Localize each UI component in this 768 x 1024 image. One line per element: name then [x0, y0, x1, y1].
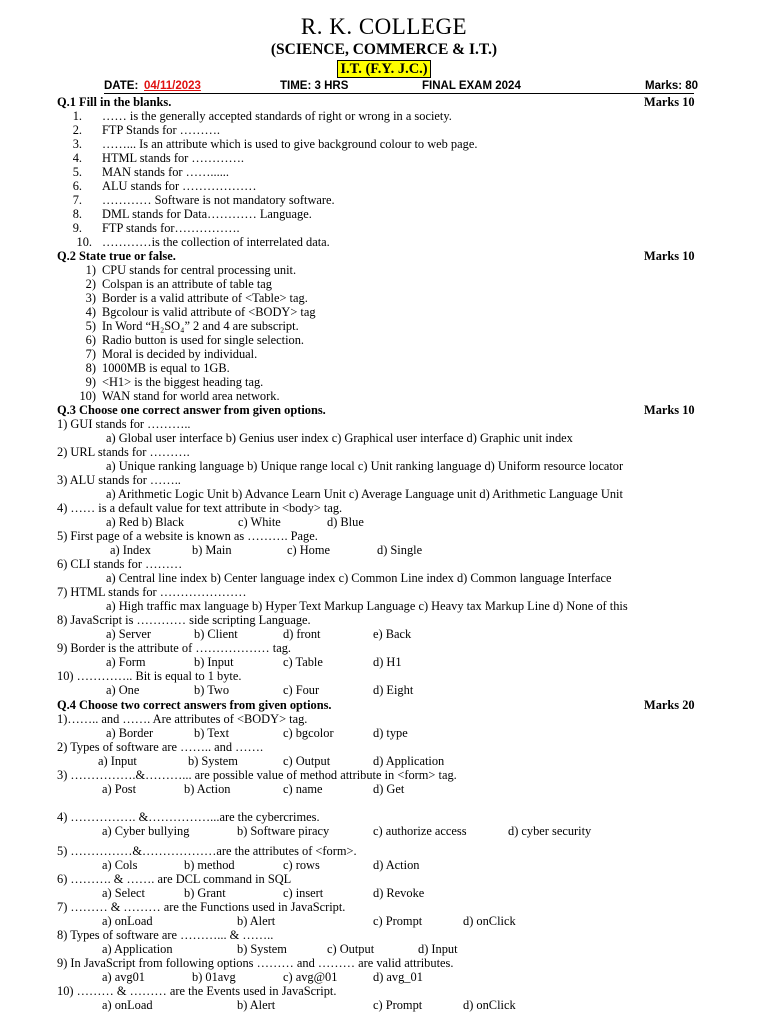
- q4-option: c) bgcolor: [283, 726, 334, 740]
- q4-option: b) Text: [194, 726, 230, 740]
- q1-item-number: 10.: [76, 235, 92, 249]
- q4-option: d) Action: [373, 858, 420, 872]
- q3-question: 3) ALU stands for ……..: [57, 473, 181, 487]
- exam-time: TIME: 3 HRS: [280, 80, 349, 92]
- q3-option: a) Form: [106, 655, 146, 669]
- q4-title: Q.4 Choose two correct answers from given options.: [57, 698, 332, 712]
- q2-item-text: Moral is decided by individual.: [102, 347, 258, 361]
- college-name: R. K. COLLEGE: [300, 14, 468, 39]
- q1-marks: Marks 10: [644, 95, 695, 109]
- q3-question: 10) ………….. Bit is equal to 1 byte.: [57, 669, 242, 683]
- q4-option: a) Cyber bullying: [102, 824, 190, 838]
- q1-item-number: 6.: [72, 179, 82, 193]
- q4-option: b) Action: [184, 782, 231, 796]
- q2-item-text: Radio button is used for single selection.: [102, 333, 305, 347]
- q3-question: 8) JavaScript is ………… side scripting Language.: [57, 613, 311, 627]
- q2-item-text: In Word “H₂SO₄” 2 and 4 are subscript.: [102, 319, 299, 333]
- total-marks: Marks: 80: [645, 80, 699, 92]
- date-value: 04/11/2023: [144, 80, 201, 92]
- q1-item-text: DML stands for Data………… Language.: [102, 207, 312, 221]
- q4-option: b) System: [237, 942, 287, 956]
- q2-item-number: 6): [85, 333, 96, 347]
- q1-item-number: 9.: [72, 221, 82, 235]
- q4-question: 7) ……… & ……… are the Functions used in JavaScript.: [57, 900, 346, 914]
- q2-item-text: <H1> is the biggest heading tag.: [102, 375, 264, 389]
- q3-option: d) front: [283, 627, 321, 641]
- q4-option: d) onClick: [463, 914, 516, 928]
- q2-item-text: Colspan is an attribute of table tag: [102, 277, 272, 291]
- q4-option: b) 01avg: [192, 970, 236, 984]
- q3-option: c) Table: [283, 655, 323, 669]
- q1-item-number: 5.: [72, 165, 82, 179]
- q4-question: 4) ……………. &……………...are the cybercrimes.: [57, 810, 320, 824]
- class-label-wrap: [0, 60, 768, 78]
- q4-marks: Marks 20: [644, 698, 695, 712]
- q3-option: a) Red b) Black: [106, 515, 185, 529]
- q2-item-number: 8): [85, 361, 96, 375]
- q3-option: a) One: [106, 683, 140, 697]
- q3-option: d) Eight: [373, 683, 414, 697]
- q3-options: a) Unique ranking language b) Unique range local c) Unit ranking language d) Uniform resource locator: [106, 459, 624, 473]
- q3-option: b) Two: [194, 683, 230, 697]
- q2-marks: Marks 10: [644, 249, 695, 263]
- q1-item-number: 4.: [72, 151, 82, 165]
- q4-option: b) Software piracy: [237, 824, 330, 838]
- q2-item-text: Border is a valid attribute of <Table> tag.: [102, 291, 308, 305]
- q2-item-number: 3): [85, 291, 96, 305]
- q1-item-text: FTP stands for…………….: [102, 221, 240, 235]
- q4-option: a) Select: [102, 886, 145, 900]
- q4-option: c) authorize access: [373, 824, 467, 838]
- q4-option: c) Prompt: [373, 914, 423, 928]
- q4-option: b) System: [188, 754, 238, 768]
- college-streams: (SCIENCE, COMMERCE & I.T.): [270, 41, 498, 58]
- q4-option: a) Application: [102, 942, 173, 956]
- q2-item-number: 4): [85, 305, 96, 319]
- q3-options: a) Arithmetic Logic Unit b) Advance Learn Unit c) Average Language unit d) Arithmetic Language Unit: [106, 487, 623, 501]
- q2-item-number: 9): [85, 375, 96, 389]
- q3-option: c) Home: [287, 543, 331, 557]
- q3-option: b) Client: [194, 627, 238, 641]
- q3-question: 7) HTML stands for …………………: [57, 585, 247, 599]
- q1-item-text: FTP Stands for ……….: [102, 123, 220, 137]
- q4-option: d) Revoke: [373, 886, 425, 900]
- q4-option: a) onLoad: [102, 998, 153, 1012]
- q3-option: c) Four: [283, 683, 320, 697]
- q3-option: a) Index: [110, 543, 151, 557]
- q4-option: d) Application: [373, 754, 445, 768]
- q4-question: 2) Types of software are …….. and …….: [57, 740, 264, 754]
- q3-options: a) High traffic max language b) Hyper Text Markup Language c) Heavy tax Markup Line d) None of this: [106, 599, 628, 613]
- q3-question: 6) CLI stands for ………: [57, 557, 183, 571]
- q4-option: b) Grant: [184, 886, 226, 900]
- q4-option: b) Alert: [237, 998, 276, 1012]
- q2-item-text: WAN stand for world area network.: [102, 389, 280, 403]
- q4-option: c) name: [283, 782, 323, 796]
- q4-option: a) Input: [98, 754, 137, 768]
- q4-option: d) Input: [418, 942, 458, 956]
- q3-question: 2) URL stands for ……….: [57, 445, 190, 459]
- q4-option: d) avg_01: [373, 970, 423, 984]
- q1-item-text: HTML stands for ………….: [102, 151, 245, 165]
- q3-option: b) Input: [194, 655, 234, 669]
- q4-question: 5) ……………&………………are the attributes of <form>.: [57, 844, 357, 858]
- q1-title: Q.1 Fill in the blanks.: [57, 95, 172, 109]
- q4-option: d) onClick: [463, 998, 516, 1012]
- q3-options: a) Global user interface b) Genius user index c) Graphical user interface d) Graphic unit index: [106, 431, 573, 445]
- q1-item-number: 8.: [72, 207, 82, 221]
- q4-question: 3) …………….&………... are possible value of method attribute in <form> tag.: [57, 768, 457, 782]
- q1-item-number: 2.: [72, 123, 82, 137]
- q3-question: 5) First page of a website is known as ………. Page.: [57, 529, 318, 543]
- q4-option: d) type: [373, 726, 408, 740]
- q2-item-number: 1): [85, 263, 96, 277]
- q4-option: a) avg01: [102, 970, 146, 984]
- q3-option: a) Server: [106, 627, 152, 641]
- q4-option: a) Border: [106, 726, 154, 740]
- q2-item-number: 10): [79, 389, 96, 403]
- q2-title: Q.2 State true or false.: [57, 249, 176, 263]
- q4-option: c) Output: [327, 942, 375, 956]
- q3-question: 1) GUI stands for ………..: [57, 417, 191, 431]
- q4-option: a) Post: [102, 782, 137, 796]
- q3-option: d) H1: [373, 655, 402, 669]
- q2-item-text: 1000MB is equal to 1GB.: [102, 361, 230, 375]
- q4-option: c) insert: [283, 886, 324, 900]
- q1-item-text: …………is the collection of interrelated data.: [102, 235, 330, 249]
- q4-option: a) Cols: [102, 858, 138, 872]
- q4-question: 6) ………. & ……. are DCL command in SQL: [57, 872, 292, 886]
- q4-option: d) cyber security: [508, 824, 592, 838]
- q4-question: 9) In JavaScript from following options ……… and ……… are valid attributes.: [57, 956, 454, 970]
- q4-option: b) Alert: [237, 914, 276, 928]
- q3-option: e) Back: [373, 627, 412, 641]
- q1-item-text: ……... Is an attribute which is used to give background colour to web page.: [102, 137, 478, 151]
- q3-options: a) Central line index b) Center language index c) Common Line index d) Common language Interface: [106, 571, 612, 585]
- q1-item-text: ALU stands for ………………: [102, 179, 257, 193]
- q4-question: 1)…….. and ……. Are attributes of <BODY> tag.: [57, 712, 308, 726]
- q3-option: d) Blue: [327, 515, 364, 529]
- q1-item-number: 1.: [72, 109, 82, 123]
- q3-title: Q.3 Choose one correct answer from given options.: [57, 403, 326, 417]
- q3-option: d) Single: [377, 543, 423, 557]
- exam-info-row: [104, 79, 699, 94]
- q1-item-text: MAN stands for ……......: [102, 165, 229, 179]
- q4-option: c) rows: [283, 858, 320, 872]
- q1-item-number: 7.: [72, 193, 82, 207]
- q4-option: d) Get: [373, 782, 405, 796]
- class-label: I.T. (F.Y. J.C.): [337, 60, 430, 78]
- q3-option: b) Main: [192, 543, 232, 557]
- q1-item-number: 3.: [72, 137, 82, 151]
- q1-item-text: …… is the generally accepted standards of right or wrong in a society.: [102, 109, 452, 123]
- q3-question: 4) …… is a default value for text attribute in <body> tag.: [57, 501, 343, 515]
- q4-option: c) Prompt: [373, 998, 423, 1012]
- q1-item-text: ………… Software is not mandatory software.: [102, 193, 335, 207]
- q4-question: 8) Types of software are ………... & ……..: [57, 928, 274, 942]
- date-label: DATE:: [104, 80, 139, 92]
- q2-item-text: CPU stands for central processing unit.: [102, 263, 297, 277]
- q2-item-number: 2): [85, 277, 96, 291]
- q3-marks: Marks 10: [644, 403, 695, 417]
- q4-option: a) onLoad: [102, 914, 153, 928]
- q2-item-number: 5): [85, 319, 96, 333]
- q3-option: c) White: [238, 515, 281, 529]
- q2-item-number: 7): [85, 347, 96, 361]
- q4-option: c) avg@01: [283, 970, 338, 984]
- q4-option: c) Output: [283, 754, 331, 768]
- q4-option: b) method: [184, 858, 235, 872]
- q2-item-text: Bgcolour is valid attribute of <BODY> tag: [102, 305, 316, 319]
- q3-question: 9) Border is the attribute of ……………… tag.: [57, 641, 292, 655]
- q4-question: 10) ……… & ……… are the Events used in JavaScript.: [57, 984, 337, 998]
- exam-name: FINAL EXAM 2024: [422, 80, 521, 92]
